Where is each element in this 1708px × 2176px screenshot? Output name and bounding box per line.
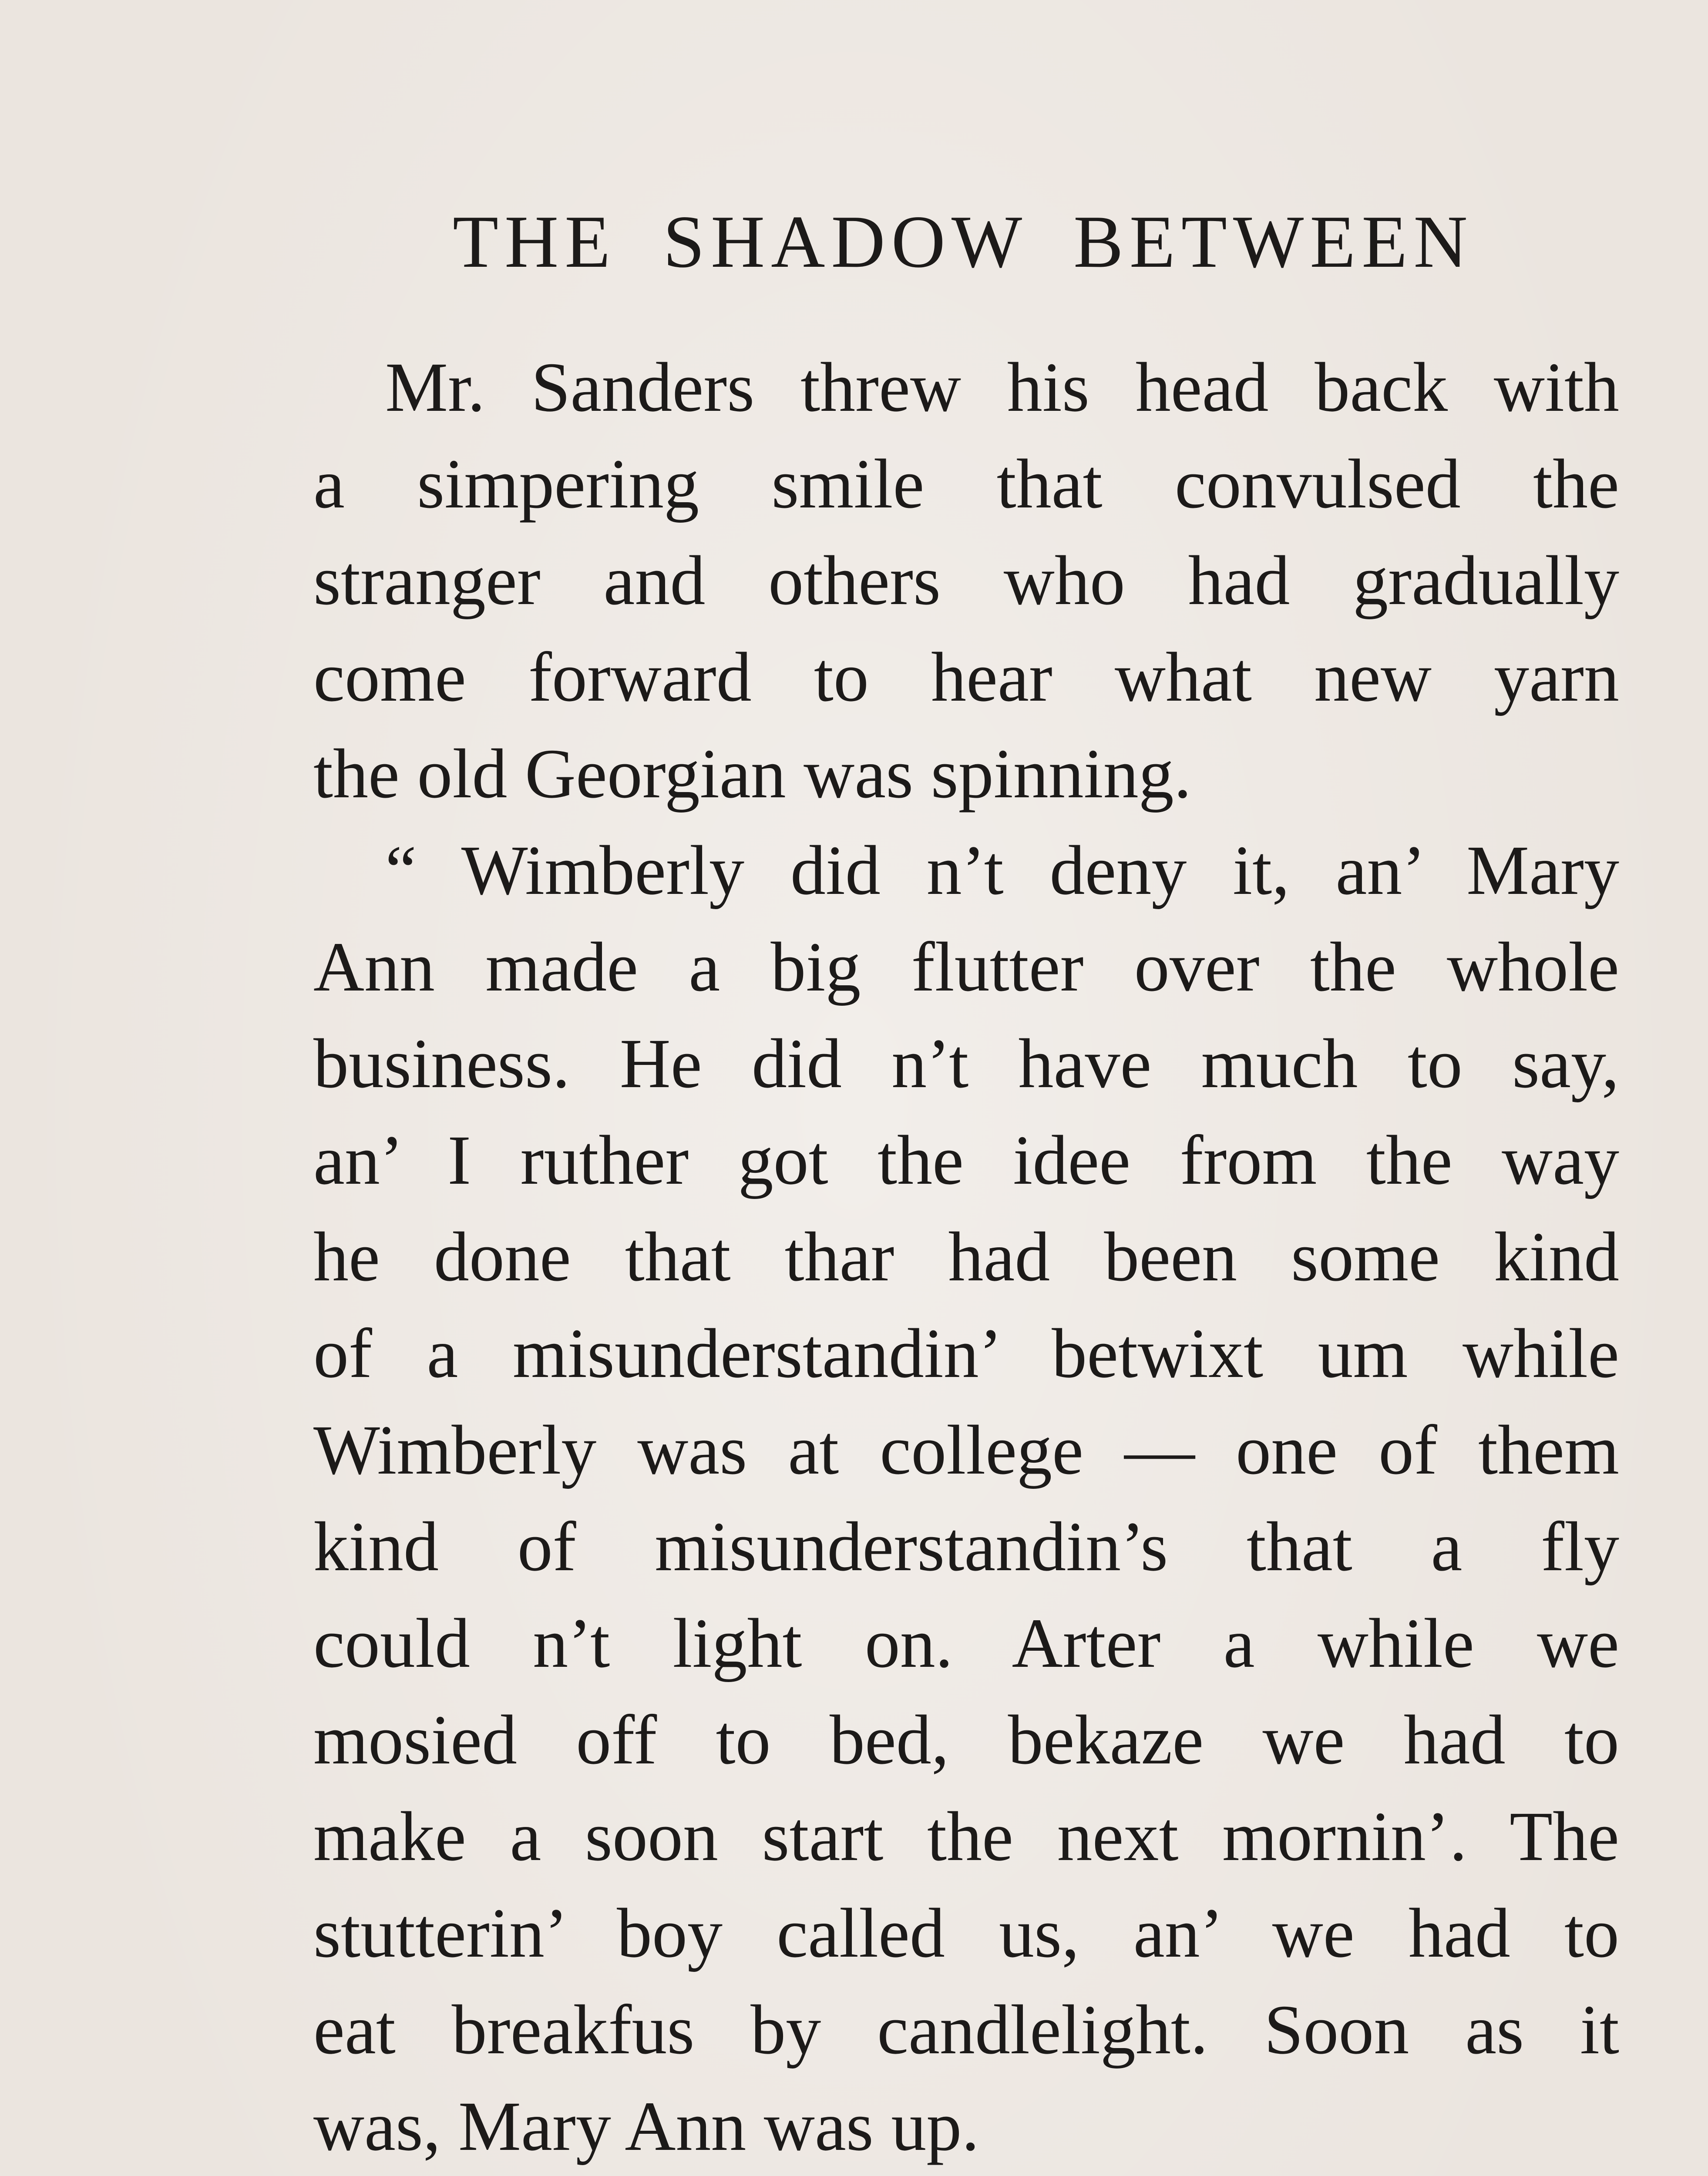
text-line: Mr. Sanders threw his head back with xyxy=(385,349,1619,426)
running-head: THE SHADOW BETWEEN xyxy=(453,201,1474,283)
text-line: Wimberly was at college — one of them xyxy=(313,1411,1619,1489)
text-line: a simpering smile that convulsed the xyxy=(313,445,1619,523)
text-line: stutterin’ boy called us, an’ we had to xyxy=(313,1894,1619,1972)
text-line: “ Wimberly did n’t deny it, an’ Mary xyxy=(385,832,1619,910)
text-line: eat breakfus by candlelight. Soon as it xyxy=(313,1991,1619,2069)
text-line: of a misunderstandin’ betwixt um while xyxy=(313,1315,1619,1393)
body-text xyxy=(313,339,1619,2176)
text-line: kind of misunderstandin’s that a fly xyxy=(313,1508,1619,1586)
text-line: Ann made a big flutter over the whole xyxy=(313,928,1619,1006)
text-line: come forward to hear what new yarn xyxy=(313,638,1619,716)
text-line: business. He did n’t have much to say, xyxy=(313,1025,1619,1103)
text-line: the old Georgian was spinning. xyxy=(313,735,1192,813)
text-line: make a soon start the next mornin’. The xyxy=(313,1798,1619,1876)
text-line: stranger and others who had gradually xyxy=(313,542,1619,620)
text-line: mosied off to bed, bekaze we had to xyxy=(313,1701,1619,1779)
text-line: he done that thar had been some kind xyxy=(313,1218,1619,1296)
text-line: could n’t light on. Arter a while we xyxy=(313,1605,1619,1682)
text-line: was, Mary Ann was up. xyxy=(313,2088,979,2166)
text-line: an’ I ruther got the idee from the way xyxy=(313,1122,1619,1199)
